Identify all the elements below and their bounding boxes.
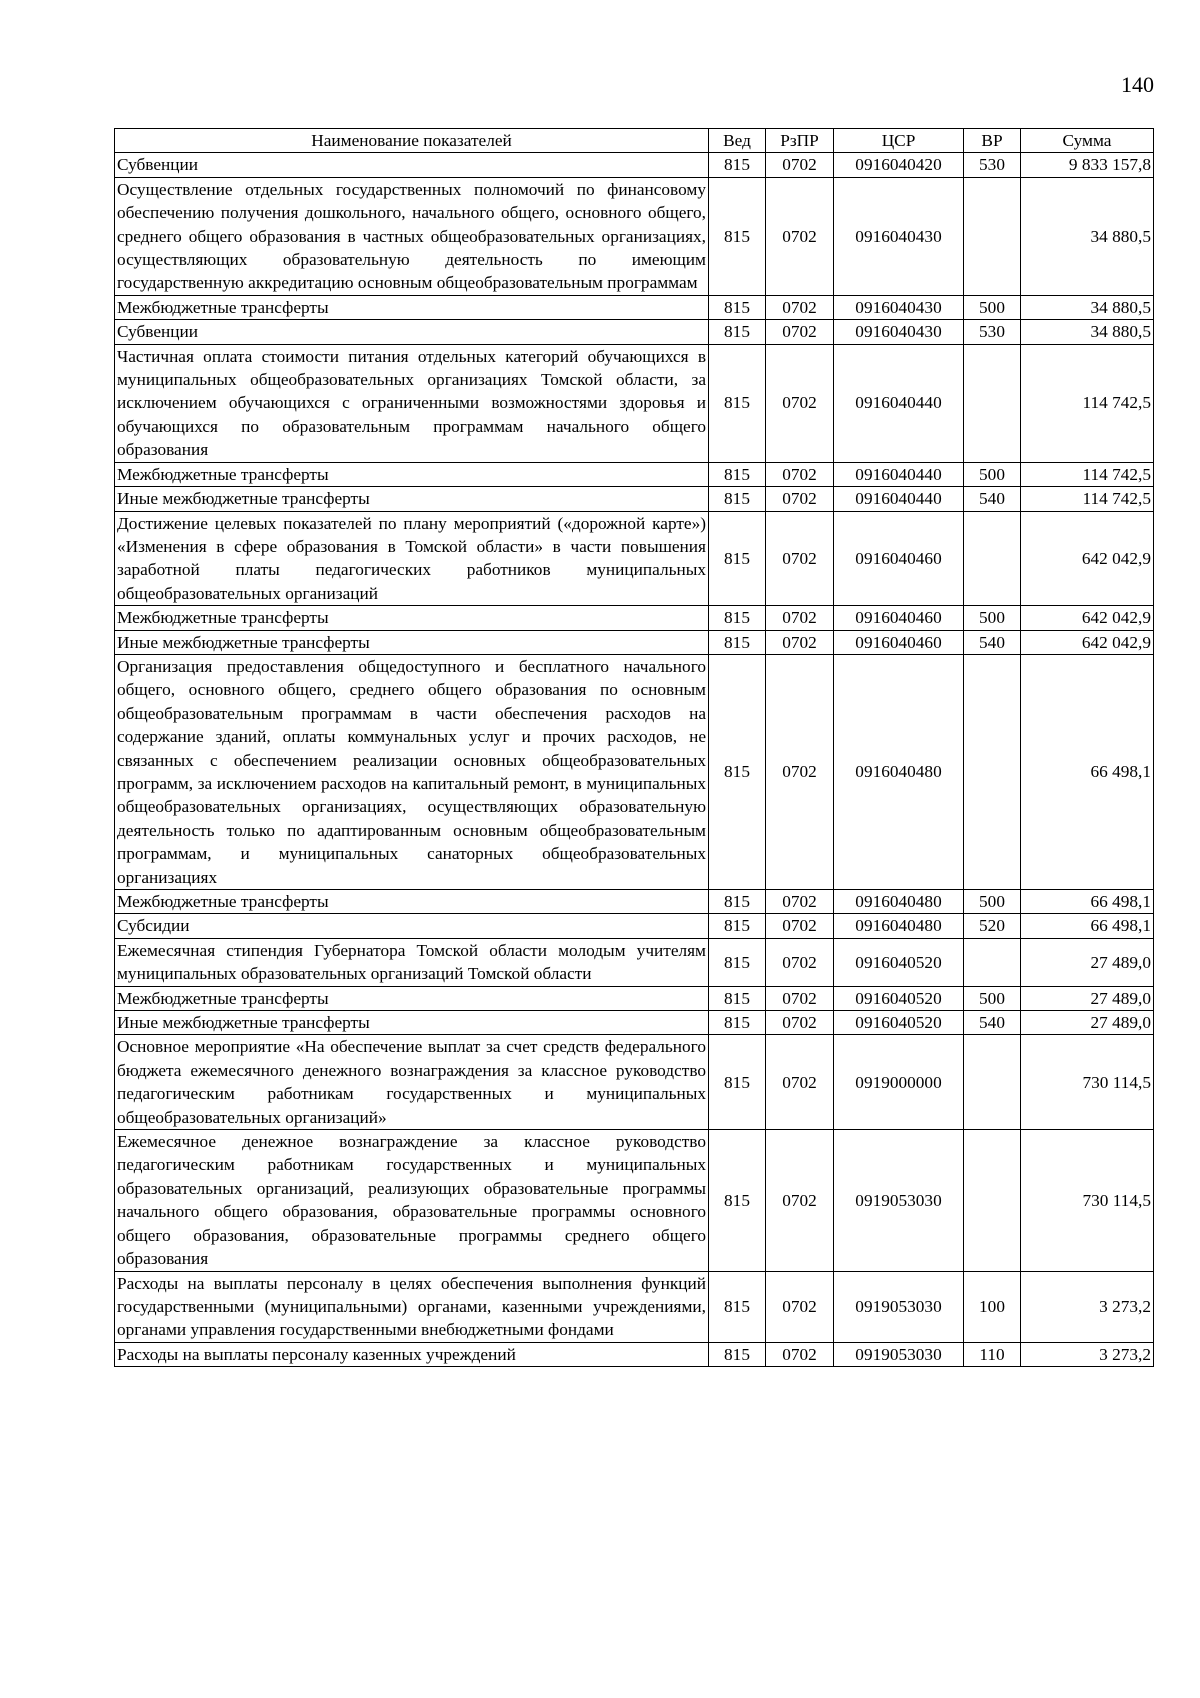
header-rzpr: РзПР <box>766 129 834 153</box>
cell-ved: 815 <box>709 890 766 914</box>
cell-ved: 815 <box>709 606 766 630</box>
cell-csr: 0916040460 <box>834 511 964 606</box>
cell-rzpr: 0702 <box>766 986 834 1010</box>
cell-csr: 0919053030 <box>834 1271 964 1342</box>
cell-ved: 815 <box>709 320 766 344</box>
table-row <box>115 462 1154 486</box>
cell-sum: 66 498,1 <box>1021 890 1154 914</box>
cell-name: Межбюджетные трансферты <box>115 606 709 630</box>
cell-name: Субвенции <box>115 153 709 177</box>
cell-name: Иные межбюджетные трансферты <box>115 487 709 511</box>
table-row <box>115 177 1154 295</box>
table-row <box>115 1342 1154 1366</box>
table-row <box>115 630 1154 654</box>
table-row <box>115 153 1154 177</box>
header-ved: Вед <box>709 129 766 153</box>
cell-ved: 815 <box>709 1130 766 1271</box>
cell-sum: 9 833 157,8 <box>1021 153 1154 177</box>
cell-csr: 0916040480 <box>834 654 964 889</box>
budget-table <box>114 128 1154 1367</box>
cell-rzpr: 0702 <box>766 630 834 654</box>
cell-ved: 815 <box>709 344 766 462</box>
cell-ved: 815 <box>709 177 766 295</box>
table-row <box>115 1130 1154 1271</box>
cell-vr <box>964 1130 1021 1271</box>
table-row <box>115 344 1154 462</box>
header-sum: Сумма <box>1021 129 1154 153</box>
cell-vr <box>964 1035 1021 1130</box>
cell-vr: 540 <box>964 630 1021 654</box>
cell-csr: 0916040480 <box>834 890 964 914</box>
header-csr: ЦСР <box>834 129 964 153</box>
cell-rzpr: 0702 <box>766 1342 834 1366</box>
cell-sum: 27 489,0 <box>1021 986 1154 1010</box>
table-header-row <box>115 129 1154 153</box>
cell-rzpr: 0702 <box>766 511 834 606</box>
cell-name: Иные межбюджетные трансферты <box>115 630 709 654</box>
cell-sum: 34 880,5 <box>1021 295 1154 319</box>
header-vr: ВР <box>964 129 1021 153</box>
table-row <box>115 606 1154 630</box>
cell-vr: 530 <box>964 320 1021 344</box>
cell-rzpr: 0702 <box>766 938 834 986</box>
cell-ved: 815 <box>709 938 766 986</box>
table-row <box>115 1271 1154 1342</box>
cell-sum: 642 042,9 <box>1021 511 1154 606</box>
cell-ved: 815 <box>709 986 766 1010</box>
cell-sum: 114 742,5 <box>1021 344 1154 462</box>
cell-ved: 815 <box>709 1011 766 1035</box>
cell-csr: 0916040460 <box>834 630 964 654</box>
cell-rzpr: 0702 <box>766 914 834 938</box>
table-row <box>115 1011 1154 1035</box>
cell-rzpr: 0702 <box>766 1011 834 1035</box>
table-row <box>115 1035 1154 1130</box>
cell-name: Ежемесячная стипендия Губернатора Томской области молодым учителям муниципальных образовательных организаций Томской области <box>115 938 709 986</box>
cell-ved: 815 <box>709 295 766 319</box>
table-row <box>115 511 1154 606</box>
cell-rzpr: 0702 <box>766 153 834 177</box>
cell-csr: 0919000000 <box>834 1035 964 1130</box>
cell-sum: 34 880,5 <box>1021 177 1154 295</box>
cell-ved: 815 <box>709 654 766 889</box>
cell-name: Организация предоставления общедоступного и бесплатного начального общего, основного общего, среднего общего образования по основным общеобразовательным программам в части обеспечения расходов на содержание зданий, оплаты коммунальных услуг и прочих расходов, не связанных с обеспечением реализации основных общеобразовательных программ, за исключением расходов на капитальный ремонт, в муниципальных общеобразовательных организациях, осуществляющих образовательную деятельность только по адаптированным основным общеобразовательным программам, и муниципальных санаторных общеобразовательных организациях <box>115 654 709 889</box>
cell-name: Достижение целевых показателей по плану мероприятий («дорожной карте») «Изменения в сфере образования в Томской области» в части повышения заработной платы педагогических работников муниципальных общеобразовательных организаций <box>115 511 709 606</box>
cell-rzpr: 0702 <box>766 1035 834 1130</box>
cell-csr: 0916040440 <box>834 462 964 486</box>
cell-vr: 540 <box>964 487 1021 511</box>
cell-sum: 66 498,1 <box>1021 914 1154 938</box>
cell-rzpr: 0702 <box>766 654 834 889</box>
cell-ved: 815 <box>709 153 766 177</box>
cell-rzpr: 0702 <box>766 344 834 462</box>
table-row <box>115 320 1154 344</box>
cell-rzpr: 0702 <box>766 295 834 319</box>
cell-csr: 0916040440 <box>834 487 964 511</box>
cell-ved: 815 <box>709 630 766 654</box>
cell-sum: 114 742,5 <box>1021 487 1154 511</box>
cell-vr: 540 <box>964 1011 1021 1035</box>
cell-name: Межбюджетные трансферты <box>115 462 709 486</box>
cell-sum: 642 042,9 <box>1021 630 1154 654</box>
cell-name: Осуществление отдельных государственных полномочий по финансовому обеспечению получения дошкольного, начального общего, основного общего, среднего общего образования в частных общеобразовательных организациях, осуществляющих образовательную деятельность по имеющим государственную аккредитацию основным общеобразовательным программам <box>115 177 709 295</box>
table-body <box>115 153 1154 1367</box>
table-row <box>115 938 1154 986</box>
cell-vr: 530 <box>964 153 1021 177</box>
cell-ved: 815 <box>709 1035 766 1130</box>
cell-vr: 500 <box>964 890 1021 914</box>
table-row <box>115 986 1154 1010</box>
cell-csr: 0916040420 <box>834 153 964 177</box>
cell-rzpr: 0702 <box>766 462 834 486</box>
cell-csr: 0916040520 <box>834 1011 964 1035</box>
cell-rzpr: 0702 <box>766 606 834 630</box>
cell-sum: 114 742,5 <box>1021 462 1154 486</box>
cell-rzpr: 0702 <box>766 1271 834 1342</box>
cell-csr: 0916040520 <box>834 938 964 986</box>
cell-sum: 3 273,2 <box>1021 1271 1154 1342</box>
cell-csr: 0916040480 <box>834 914 964 938</box>
cell-rzpr: 0702 <box>766 1130 834 1271</box>
cell-csr: 0916040430 <box>834 177 964 295</box>
cell-name: Расходы на выплаты персоналу казенных учреждений <box>115 1342 709 1366</box>
table-row <box>115 914 1154 938</box>
cell-rzpr: 0702 <box>766 320 834 344</box>
cell-vr: 500 <box>964 462 1021 486</box>
cell-name: Субсидии <box>115 914 709 938</box>
cell-csr: 0919053030 <box>834 1342 964 1366</box>
cell-name: Межбюджетные трансферты <box>115 986 709 1010</box>
cell-vr: 100 <box>964 1271 1021 1342</box>
cell-name: Субвенции <box>115 320 709 344</box>
cell-csr: 0916040440 <box>834 344 964 462</box>
cell-name: Расходы на выплаты персоналу в целях обеспечения выполнения функций государственными (муниципальными) органами, казенными учреждениями, органами управления государственными внебюджетными фондами <box>115 1271 709 1342</box>
cell-csr: 0916040520 <box>834 986 964 1010</box>
cell-vr: 500 <box>964 606 1021 630</box>
cell-csr: 0916040430 <box>834 295 964 319</box>
cell-vr <box>964 177 1021 295</box>
cell-vr <box>964 511 1021 606</box>
cell-ved: 815 <box>709 487 766 511</box>
cell-rzpr: 0702 <box>766 890 834 914</box>
cell-ved: 815 <box>709 1342 766 1366</box>
table-row <box>115 487 1154 511</box>
table-row <box>115 890 1154 914</box>
cell-csr: 0919053030 <box>834 1130 964 1271</box>
cell-vr: 520 <box>964 914 1021 938</box>
table-row <box>115 295 1154 319</box>
cell-name: Иные межбюджетные трансферты <box>115 1011 709 1035</box>
header-name: Наименование показателей <box>115 129 709 153</box>
cell-rzpr: 0702 <box>766 487 834 511</box>
cell-vr <box>964 654 1021 889</box>
cell-vr <box>964 344 1021 462</box>
cell-sum: 730 114,5 <box>1021 1035 1154 1130</box>
page-number: 140 <box>1121 72 1154 97</box>
cell-sum: 27 489,0 <box>1021 938 1154 986</box>
cell-ved: 815 <box>709 511 766 606</box>
cell-vr <box>964 938 1021 986</box>
cell-sum: 34 880,5 <box>1021 320 1154 344</box>
cell-ved: 815 <box>709 1271 766 1342</box>
cell-rzpr: 0702 <box>766 177 834 295</box>
cell-name: Ежемесячное денежное вознаграждение за классное руководство педагогическим работникам государственных и муниципальных образовательных организаций, реализующих образовательные программы начального общего образования, образовательные программы основного общего образования, образовательные программы среднего общего образования <box>115 1130 709 1271</box>
cell-name: Основное мероприятие «На обеспечение выплат за счет средств федерального бюджета ежемесячного денежного вознаграждения за классное руководство педагогическим работникам государственных и муниципальных общеобразовательных организаций» <box>115 1035 709 1130</box>
cell-ved: 815 <box>709 914 766 938</box>
cell-csr: 0916040460 <box>834 606 964 630</box>
cell-csr: 0916040430 <box>834 320 964 344</box>
cell-ved: 815 <box>709 462 766 486</box>
cell-sum: 27 489,0 <box>1021 1011 1154 1035</box>
cell-sum: 730 114,5 <box>1021 1130 1154 1271</box>
cell-vr: 500 <box>964 295 1021 319</box>
cell-name: Частичная оплата стоимости питания отдельных категорий обучающихся в муниципальных общеобразовательных организациях Томской области, за исключением обучающихся с ограниченными возможностями здоровья и обучающихся по образовательным программам начального общего образования <box>115 344 709 462</box>
cell-sum: 642 042,9 <box>1021 606 1154 630</box>
table-row <box>115 654 1154 889</box>
cell-name: Межбюджетные трансферты <box>115 890 709 914</box>
cell-vr: 110 <box>964 1342 1021 1366</box>
cell-sum: 3 273,2 <box>1021 1342 1154 1366</box>
cell-vr: 500 <box>964 986 1021 1010</box>
cell-sum: 66 498,1 <box>1021 654 1154 889</box>
cell-name: Межбюджетные трансферты <box>115 295 709 319</box>
